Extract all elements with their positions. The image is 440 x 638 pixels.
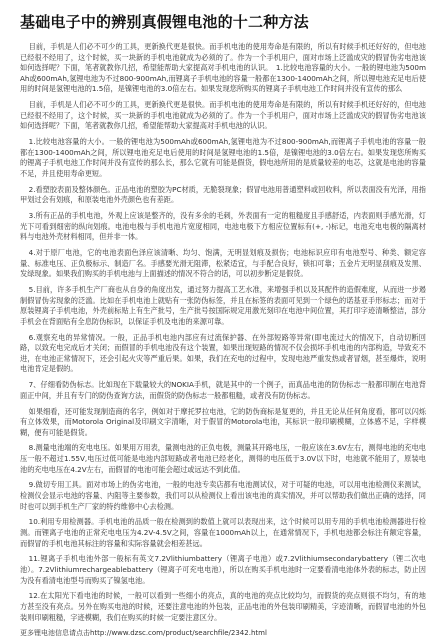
paragraph-method-12: 12.在太阳光下看电池的时候，一般可以看到一些细小的亮点，真的电池的亮点比较均匀，而假货的亮点则很不均匀，有的地方甚至没有亮点。另外在购买电池的时候，还要注意电池的外包装，正品电池的外包装印刷精美，字迹清晰，而假冒电池的外包装则印刷粗糙，字迹模糊，我们在购买的时候一定要注意区分。 xyxy=(20,591,426,622)
paragraph-method-1: 1.比较电池容量的大小。一般的锂电池为500mAh或600mAh,氢锂电池为不过800-900mAh,而锂离子手机电池的容量一般都在1300-1400mAh之间，所以锂电池充足电后使用的时间是氢锂电池的1.5倍，是镍锂电池的3.0倍左右。如果发现您所购买的锂离子手机电池工作时间并没有宣传的那么长，那么它就有可能是假货，假电池所用的是质量较差的电芯，这就是电池的容量不足，并且使用寿命更短。 xyxy=(20,137,426,178)
footer-link[interactable]: http://www.dzsc.com/product/searchfile/2342.html xyxy=(90,629,267,638)
paragraph-method-7: 7、仔细看防伪标志。比如现在下载量较大的NOKIA手机，就是其中的一个例子，而真品电池的防伪标志一般都印制在电池背面正中间，并且有专门的防伪查询方法，而假货的防伪标志一般都粗糙，或者没有防伪标志。 xyxy=(20,380,426,400)
paragraph-method-5: 5.目前，许多手机生产厂商也从自身的角度出发，通过努力提高工艺水准，来增强手机以及其配件的造假难度，从而进一步遏制假冒伪劣现象的泛滥。比如在手机电池上就贴有一张防伪标签，并且在标签的表面可见到一个绿色的诺基亚手形标志；而对于原装锂离子手机电池，外壳前标贴上有生产批号，生产批号按国际规定用激光刻印在电池中间位置，其打印字迹清晰整洁，部分手机会在背面贴有全息防伪标识，以保证手机及电池的来源可靠。 xyxy=(20,285,426,326)
paragraph-method-4: 4.对于原厂电池，它的电池表面色泽应该清晰、均匀、饱满，无明显划痕及损伤；电池标识应印有电池型号、种类、额定容量、标准电压、正负极标示、制造厂名。手感要光滑无阻滞，松紧适宜，与手配合良好，锁扣可靠；五金片无明显刮痕及发黑、发绿现象。如果我们购买的手机电池与上面描述的情况不符合的话，可以初步断定是假货。 xyxy=(20,248,426,279)
paragraph-method-8: 8.测量电池端的充电电压。如果用万用表，量测电池的正负电极，测量其开路电压，一般应该在3.6V左右，测得电池的充电电压一般不超过1.55V,电压过低可能是电池内部短路或者电池已经老化，测得的电压低于3.0V以下时，电池就不能用了，原装电池的充电电压在4.2V左右，而假冒的电池可能会超过或远达不到此值。 xyxy=(20,443,426,474)
paragraph-method-6: 6.观察充电的异常情况。一般，正品手机电池内部应有过流保护器、在外部短路等异常(即电流过大的情况下，自动切断回路，以致充电完成后才关闭；而假冒的手机电池没有这个装置，如果出现短路的情况不仅会损坏手机电池的内部构造，导致充不进，在电池正常情况下，还会引起火灾等严重后果。如果，我们在充电的过程中，发现电池严重发热或者冒烟，甚至爆炸，说明电池肯定是假的。 xyxy=(20,332,426,374)
paragraph-method-11: 11.锂离子手机电池外部一般标有英文7.2Vlithiumbattery（锂离子电池）或7.2Vlithiumsecondarybattery（锂二次电池）。7.2Vlithiumrechargeablebattery（锂离子可充电电池），所以在购买手机电池时一定要看清电池体外表的标志，防止因为没有看清电池型号而购买了镍氢电池。 xyxy=(20,554,426,585)
paragraph-intro-summary: 目前，手机是人们必不可少的工具，更新换代更是很快。而手机电池的使用寿命是有限的，所以有时候手机还好好的，但电池已经很不经用了，这个时候，买一块新的手机电池就成为必须的了。作为一个手机用户，面对市场上泛滥成灾的假冒伪劣电池该如何选择呢？下面，笔者就教你几招，希望能帮助大家提高对手机电池的认识。 1.比较电池容量的大小。一般的锂电池为500mAh或600mAh,氢锂电池为不过800-900mAh,而锂离子手机电池的容量一般都在1300-1400mAh之间，所以锂电池充足电后使用的时间是氢锂电池的1.5倍，是镍锂电池的3.0倍左右。如果发现您所购买的锂离子手机电池工作时间并没有宣传的那么 xyxy=(20,42,426,94)
paragraph-method-2: 2.看塑胶表面及整体颜色。正品电池的塑胶为PC材质，无脆裂现象；假冒电池用普通塑料或回收料，所以表面没有光泽，用指甲划过会有划痕，和原装电池外壳颜色也有差距。 xyxy=(20,184,426,205)
paragraph-intro: 目前，手机是人们必不可少的工具，更新换代更是很快。而手机电池的使用寿命是有限的，所以有时候手机还好好的，但电池已经很不经用了，这个时候，买一块新的手机电池就成为必须的了。作为一个手机用户，面对市场上泛滥成灾的假冒伪劣电池该如何选择呢？下面，笔者就教你几招，希望能帮助大家提高对手机电池的认识。 xyxy=(20,100,426,131)
paragraph-method-3: 3.所有正品的手机电池，外观上应该是整齐的，没有多余的毛刺，外表面有一定的粗糙度且手感舒适，内表面则手感光滑，灯光下可看到细密的纵向划痕。电池电极与手机电池片宽度相同，电池电极下方相应位置标有(+, -)标记，电池充电电极的隔离材料与电池外壳材料相同，但并非一体。 xyxy=(20,211,426,242)
paragraph-method-9: 9.做切专用工具。面对市场上的伪劣电池，一般的电池专卖店都有电池测试仪，对于可疑的电池，可以用电池检测仪来测试，检测仪会显示电池的容量、内阻等主要参数，我们可以从检测仪上看出该电池的真实情况，并可以帮助我们做出正确的选择，同时也可以到手机生产厂家的特约维修中心去检测。 xyxy=(20,480,426,511)
paragraph-method-10: 10.利用专用检测器。手机电池的品质一般在检测到的数值上就可以表现出来，这个时候可以用专用的手机电池检测器进行检测。而锂离子电池的正常充电电压为4.2V-4.5V之间，容量在1000mAh以上，在通常情况下，手机电池都会标注有额定容量，而假冒的手机电池其标注的容量和实际容量就会相差甚远。 xyxy=(20,517,426,548)
footer-note xyxy=(20,628,426,638)
paragraph-method-7-detail: 如果细看，还可能发现制造商的名字，例如对于摩托罗拉电池，它的防伪商标是复更的，并且无论从任何角度看，都可以闪烁有立体效果，而Motorola Original及印刷文字清晰，对于假冒的Motorola电池，其标识一般印刷模糊，立体感不足，字样模糊，便有可能是假货。 xyxy=(20,406,426,437)
footer-prefix: 更多锂电池信息请点击 xyxy=(20,629,90,638)
document-title: 基础电子中的辨别真假锂电池的十二种方法 xyxy=(20,13,309,31)
